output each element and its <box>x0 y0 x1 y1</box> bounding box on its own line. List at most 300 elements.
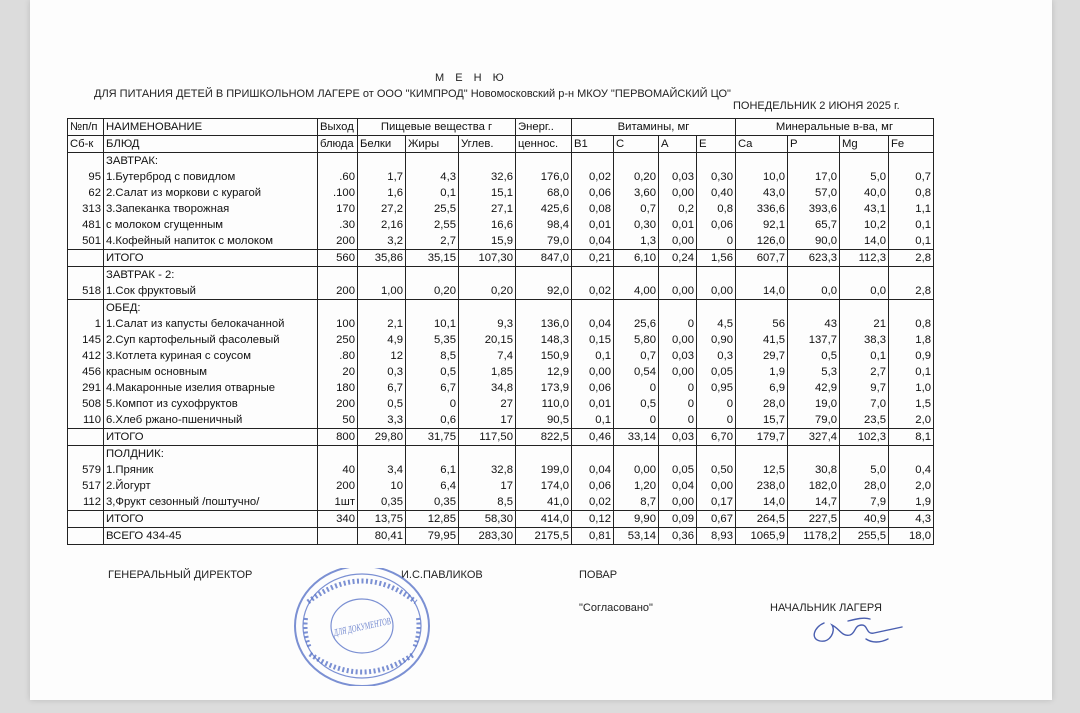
cell-b1: 0,04 <box>572 233 614 250</box>
cell-dish-name: 1.Пряник <box>104 462 318 478</box>
cell-e: 6,70 <box>697 429 736 446</box>
cell-fat: 2,55 <box>406 217 459 233</box>
cell-e <box>697 153 736 170</box>
cell-fat: 6,4 <box>406 478 459 494</box>
cell-c: 4,00 <box>614 283 659 300</box>
cell-output: 200 <box>318 396 358 412</box>
section-row <box>68 446 934 463</box>
cell-code <box>68 250 104 267</box>
cell-p: 43 <box>788 316 840 332</box>
cell-carbs <box>459 153 516 170</box>
cell-fat: 25,5 <box>406 201 459 217</box>
cell-output: .30 <box>318 217 358 233</box>
cell-b1: 0,02 <box>572 283 614 300</box>
table-header-row-2 <box>68 136 934 153</box>
cell-e: 8,93 <box>697 528 736 545</box>
cell-mg: 5,0 <box>840 462 889 478</box>
cell-code: 517 <box>68 478 104 494</box>
cell-e: 0 <box>697 396 736 412</box>
cell-fe <box>889 446 934 463</box>
cell-c: 0 <box>614 412 659 429</box>
cell-protein: 2,1 <box>358 316 406 332</box>
cell-energy: 41,0 <box>516 494 572 511</box>
cell-mg: 43,1 <box>840 201 889 217</box>
cell-p: 227,5 <box>788 511 840 528</box>
table-row <box>68 201 934 217</box>
cell-protein: 0,35 <box>358 494 406 511</box>
cell-e: 1,56 <box>697 250 736 267</box>
cell-c: 1,3 <box>614 233 659 250</box>
cell-code <box>68 267 104 284</box>
cell-fat: 8,5 <box>406 348 459 364</box>
cell-p: 65,7 <box>788 217 840 233</box>
cell-fat: 0,5 <box>406 364 459 380</box>
cell-output: 340 <box>318 511 358 528</box>
table-row <box>68 364 934 380</box>
cell-c: 0 <box>614 380 659 396</box>
cell-ca <box>736 267 788 284</box>
col-header-ca: Ca <box>736 136 788 153</box>
cell-carbs: 15,9 <box>459 233 516 250</box>
cell-ca: 12,5 <box>736 462 788 478</box>
col-header-dish-output: блюда <box>318 136 358 153</box>
cell-b1 <box>572 267 614 284</box>
cell-code <box>68 429 104 446</box>
cell-code <box>68 300 104 317</box>
cell-carbs: 17 <box>459 412 516 429</box>
cell-protein: 3,2 <box>358 233 406 250</box>
section-title: ЗАВТРАК - 2: <box>104 267 318 284</box>
cell-b1 <box>572 446 614 463</box>
cell-p: 623,3 <box>788 250 840 267</box>
cell-energy: 12,9 <box>516 364 572 380</box>
cell-b1: 0,15 <box>572 332 614 348</box>
cell-output: .80 <box>318 348 358 364</box>
cell-energy: 199,0 <box>516 462 572 478</box>
cell-mg: 5,0 <box>840 169 889 185</box>
table-row <box>68 412 934 429</box>
cell-code: 518 <box>68 283 104 300</box>
cell-code: 501 <box>68 233 104 250</box>
cell-mg: 40,9 <box>840 511 889 528</box>
col-header-energy: Энерг.. <box>516 119 572 136</box>
cell-p: 137,7 <box>788 332 840 348</box>
cell-ca: 43,0 <box>736 185 788 201</box>
cell-dish-name: 1.Сок фруктовый <box>104 283 318 300</box>
cell-carbs: 8,5 <box>459 494 516 511</box>
cell-protein: 0,5 <box>358 396 406 412</box>
cell-c: 9,90 <box>614 511 659 528</box>
cook-label: ПОВАР <box>579 569 618 581</box>
cell-protein: 0,3 <box>358 364 406 380</box>
cell-carbs: 7,4 <box>459 348 516 364</box>
cell-b1: 0,01 <box>572 396 614 412</box>
stamp-center-text: ДЛЯ ДОКУМЕНТОВ <box>332 609 423 639</box>
cell-e <box>697 267 736 284</box>
cell-mg: 21 <box>840 316 889 332</box>
table-row <box>68 185 934 201</box>
cell-dish-name: ИТОГО <box>104 511 318 528</box>
cell-protein: 80,41 <box>358 528 406 545</box>
cell-mg: 255,5 <box>840 528 889 545</box>
cell-p: 17,0 <box>788 169 840 185</box>
cell-ca: 1,9 <box>736 364 788 380</box>
col-header-mg: Mg <box>840 136 889 153</box>
cell-dish-name: 4.Кофейный напиток с молоком <box>104 233 318 250</box>
cell-code: 313 <box>68 201 104 217</box>
cell-a: 0,2 <box>659 201 697 217</box>
cell-b1: 0,06 <box>572 185 614 201</box>
cell-carbs <box>459 267 516 284</box>
table-header-row-1 <box>68 119 934 136</box>
table-row <box>68 348 934 364</box>
cell-fat: 0,20 <box>406 283 459 300</box>
col-header-dishes: БЛЮД <box>104 136 318 153</box>
cell-a: 0,00 <box>659 364 697 380</box>
signature-icon <box>806 613 916 647</box>
cell-output <box>318 153 358 170</box>
col-header-name: НАИМЕНОВАНИЕ <box>104 119 318 136</box>
cell-energy: 110,0 <box>516 396 572 412</box>
col-header-fe: Fe <box>889 136 934 153</box>
camp-head-label: НАЧАЛЬНИК ЛАГЕРЯ <box>770 602 882 614</box>
cell-mg: 2,7 <box>840 364 889 380</box>
section-title: ЗАВТРАК: <box>104 153 318 170</box>
cell-c: 1,20 <box>614 478 659 494</box>
cell-protein: 1,00 <box>358 283 406 300</box>
cell-a: 0,36 <box>659 528 697 545</box>
cell-protein: 27,2 <box>358 201 406 217</box>
cell-output: 560 <box>318 250 358 267</box>
cell-a: 0,01 <box>659 217 697 233</box>
cell-energy: 92,0 <box>516 283 572 300</box>
cell-c <box>614 446 659 463</box>
cell-output: .100 <box>318 185 358 201</box>
cell-b1: 0,04 <box>572 462 614 478</box>
cell-a: 0 <box>659 396 697 412</box>
cell-e: 0 <box>697 233 736 250</box>
cell-fe: 1,0 <box>889 380 934 396</box>
cell-output: 100 <box>318 316 358 332</box>
cell-c: 5,80 <box>614 332 659 348</box>
cell-b1: 0,02 <box>572 494 614 511</box>
cell-fe: 1,1 <box>889 201 934 217</box>
cell-c: 0,54 <box>614 364 659 380</box>
cell-p: 14,7 <box>788 494 840 511</box>
cell-a: 0 <box>659 316 697 332</box>
cell-ca: 29,7 <box>736 348 788 364</box>
cell-output <box>318 267 358 284</box>
cell-carbs: 34,8 <box>459 380 516 396</box>
cell-protein: 1,7 <box>358 169 406 185</box>
cell-c: 0,00 <box>614 462 659 478</box>
cell-output: 50 <box>318 412 358 429</box>
cell-energy: 174,0 <box>516 478 572 494</box>
cell-e: 0,00 <box>697 283 736 300</box>
cell-output: 200 <box>318 233 358 250</box>
cell-protein <box>358 153 406 170</box>
col-header-fat: Жиры <box>406 136 459 153</box>
cell-carbs: 27,1 <box>459 201 516 217</box>
cell-a: 0,00 <box>659 233 697 250</box>
cell-mg: 40,0 <box>840 185 889 201</box>
section-title: ПОЛДНИК: <box>104 446 318 463</box>
cell-p <box>788 267 840 284</box>
cell-c: 0,5 <box>614 396 659 412</box>
col-header-b1: B1 <box>572 136 614 153</box>
cell-energy <box>516 267 572 284</box>
cell-ca: 14,0 <box>736 283 788 300</box>
cell-p: 90,0 <box>788 233 840 250</box>
cell-protein <box>358 300 406 317</box>
cell-dish-name: 3.Котлета куриная с соусом <box>104 348 318 364</box>
cell-output <box>318 528 358 545</box>
cell-energy: 79,0 <box>516 233 572 250</box>
cell-fat: 5,35 <box>406 332 459 348</box>
cell-energy: 822,5 <box>516 429 572 446</box>
cell-ca <box>736 300 788 317</box>
cell-energy: 68,0 <box>516 185 572 201</box>
cell-a: 0,00 <box>659 185 697 201</box>
cell-fe: 4,3 <box>889 511 934 528</box>
cell-b1: 0,06 <box>572 380 614 396</box>
cell-c <box>614 300 659 317</box>
cell-dish-name: красным основным <box>104 364 318 380</box>
cell-fat: 79,95 <box>406 528 459 545</box>
cell-protein: 6,7 <box>358 380 406 396</box>
cell-p: 79,0 <box>788 412 840 429</box>
cell-dish-name: 4.Макаронные изелия отварные <box>104 380 318 396</box>
cell-fe <box>889 267 934 284</box>
cell-dish-name: 3.Запеканка творожная <box>104 201 318 217</box>
cell-e: 0,06 <box>697 217 736 233</box>
cell-p: 30,8 <box>788 462 840 478</box>
cell-code: 1 <box>68 316 104 332</box>
cell-ca: 41,5 <box>736 332 788 348</box>
cell-mg: 28,0 <box>840 478 889 494</box>
cell-ca: 6,9 <box>736 380 788 396</box>
total-row <box>68 250 934 267</box>
table-row <box>68 233 934 250</box>
cell-p: 327,4 <box>788 429 840 446</box>
cell-p <box>788 153 840 170</box>
cell-c <box>614 267 659 284</box>
cell-e: 0,05 <box>697 364 736 380</box>
cell-fe: 0,1 <box>889 233 934 250</box>
cell-output: 20 <box>318 364 358 380</box>
cell-fe: 0,1 <box>889 364 934 380</box>
cell-fat: 2,7 <box>406 233 459 250</box>
cell-code: 456 <box>68 364 104 380</box>
cell-energy <box>516 446 572 463</box>
section-title: ОБЕД: <box>104 300 318 317</box>
cell-mg <box>840 267 889 284</box>
cell-a <box>659 300 697 317</box>
cell-fat: 0 <box>406 396 459 412</box>
cell-ca: 56 <box>736 316 788 332</box>
cell-output: 180 <box>318 380 358 396</box>
cell-fat <box>406 300 459 317</box>
cell-a: 0,00 <box>659 332 697 348</box>
section-row <box>68 153 934 170</box>
cell-ca: 336,6 <box>736 201 788 217</box>
cell-output: 800 <box>318 429 358 446</box>
cell-ca <box>736 153 788 170</box>
cell-e: 0,00 <box>697 478 736 494</box>
cell-p: 57,0 <box>788 185 840 201</box>
col-header-carbs: Углев. <box>459 136 516 153</box>
table-row <box>68 462 934 478</box>
cell-fat <box>406 446 459 463</box>
cell-fat: 12,85 <box>406 511 459 528</box>
cell-ca: 238,0 <box>736 478 788 494</box>
menu-table <box>67 118 934 545</box>
cell-b1: 0,06 <box>572 478 614 494</box>
cell-c: 33,14 <box>614 429 659 446</box>
cell-energy: 847,0 <box>516 250 572 267</box>
table-row <box>68 169 934 185</box>
cell-mg <box>840 446 889 463</box>
cell-energy: 414,0 <box>516 511 572 528</box>
cell-carbs: 1,85 <box>459 364 516 380</box>
cell-fe: 0,7 <box>889 169 934 185</box>
cell-e: 0,90 <box>697 332 736 348</box>
cell-carbs: 27 <box>459 396 516 412</box>
cell-energy <box>516 153 572 170</box>
cell-b1 <box>572 300 614 317</box>
cell-carbs: 58,30 <box>459 511 516 528</box>
col-header-a: A <box>659 136 697 153</box>
cell-carbs: 32,6 <box>459 169 516 185</box>
cell-ca: 264,5 <box>736 511 788 528</box>
cell-b1: 0,21 <box>572 250 614 267</box>
cell-ca: 28,0 <box>736 396 788 412</box>
cell-fat: 6,1 <box>406 462 459 478</box>
cell-mg: 14,0 <box>840 233 889 250</box>
cell-a: 0 <box>659 380 697 396</box>
cell-fat <box>406 153 459 170</box>
cell-code: 110 <box>68 412 104 429</box>
cell-p: 0,5 <box>788 348 840 364</box>
cell-e: 0,95 <box>697 380 736 396</box>
cell-protein: 10 <box>358 478 406 494</box>
cell-carbs: 283,30 <box>459 528 516 545</box>
cell-code: 481 <box>68 217 104 233</box>
cell-dish-name: ИТОГО <box>104 429 318 446</box>
cell-dish-name: 1.Салат из капусты белокачанной <box>104 316 318 332</box>
cell-e: 0,50 <box>697 462 736 478</box>
cell-energy: 150,9 <box>516 348 572 364</box>
cell-fe: 18,0 <box>889 528 934 545</box>
cell-p <box>788 446 840 463</box>
cell-a: 0,00 <box>659 494 697 511</box>
cell-b1: 0,1 <box>572 348 614 364</box>
cell-mg: 112,3 <box>840 250 889 267</box>
table-row <box>68 380 934 396</box>
cell-a: 0,03 <box>659 169 697 185</box>
cell-code: 62 <box>68 185 104 201</box>
cell-protein: 13,75 <box>358 511 406 528</box>
cell-fe: 2,8 <box>889 250 934 267</box>
col-header-p: P <box>788 136 840 153</box>
cell-b1: 0,08 <box>572 201 614 217</box>
cell-dish-name: с молоком сгущенным <box>104 217 318 233</box>
total-row <box>68 511 934 528</box>
cell-ca: 1065,9 <box>736 528 788 545</box>
cell-p: 42,9 <box>788 380 840 396</box>
cell-c: 53,14 <box>614 528 659 545</box>
cell-output: 200 <box>318 283 358 300</box>
cell-output: 40 <box>318 462 358 478</box>
cell-fe: 2,0 <box>889 478 934 494</box>
cell-fat: 4,3 <box>406 169 459 185</box>
cell-fat: 0,6 <box>406 412 459 429</box>
section-row <box>68 267 934 284</box>
cell-carbs: 117,50 <box>459 429 516 446</box>
cell-mg <box>840 300 889 317</box>
cell-dish-name: ВСЕГО 434-45 <box>104 528 318 545</box>
cell-p: 0,0 <box>788 283 840 300</box>
cell-mg: 0,1 <box>840 348 889 364</box>
cell-energy <box>516 300 572 317</box>
cell-energy: 2175,5 <box>516 528 572 545</box>
col-header-collection: Сб-к <box>68 136 104 153</box>
round-stamp-icon <box>276 568 446 686</box>
cell-a: 0,00 <box>659 283 697 300</box>
table-row <box>68 217 934 233</box>
cell-fe: 1,8 <box>889 332 934 348</box>
cell-e: 0 <box>697 412 736 429</box>
cell-carbs: 17 <box>459 478 516 494</box>
cell-dish-name: 2.Йогурт <box>104 478 318 494</box>
cell-fat: 31,75 <box>406 429 459 446</box>
cell-output: 200 <box>318 478 358 494</box>
cell-mg: 23,5 <box>840 412 889 429</box>
cell-b1: 0,81 <box>572 528 614 545</box>
cell-protein: 29,80 <box>358 429 406 446</box>
cell-output: 250 <box>318 332 358 348</box>
table-row <box>68 316 934 332</box>
cell-c: 25,6 <box>614 316 659 332</box>
cell-e: 0,8 <box>697 201 736 217</box>
cell-code: 508 <box>68 396 104 412</box>
col-header-output: Выход <box>318 119 358 136</box>
cell-a: 0,09 <box>659 511 697 528</box>
cell-fe: 1,5 <box>889 396 934 412</box>
director-name: И.С.ПАВЛИКОВ <box>401 569 483 581</box>
cell-mg: 102,3 <box>840 429 889 446</box>
table-row <box>68 396 934 412</box>
cell-c: 3,60 <box>614 185 659 201</box>
total-row <box>68 528 934 545</box>
cell-a: 0,03 <box>659 348 697 364</box>
cell-ca: 92,1 <box>736 217 788 233</box>
cell-protein: 3,3 <box>358 412 406 429</box>
cell-p: 1178,2 <box>788 528 840 545</box>
col-header-nutrients: Пищевые вещества г <box>358 119 516 136</box>
total-row <box>68 429 934 446</box>
cell-code: 291 <box>68 380 104 396</box>
cell-e <box>697 300 736 317</box>
cell-ca: 10,0 <box>736 169 788 185</box>
cell-protein: 3,4 <box>358 462 406 478</box>
cell-protein <box>358 267 406 284</box>
cell-b1: 0,1 <box>572 412 614 429</box>
col-header-number: №п/п <box>68 119 104 136</box>
cell-c: 0,7 <box>614 201 659 217</box>
cell-protein: 4,9 <box>358 332 406 348</box>
cell-c: 6,10 <box>614 250 659 267</box>
